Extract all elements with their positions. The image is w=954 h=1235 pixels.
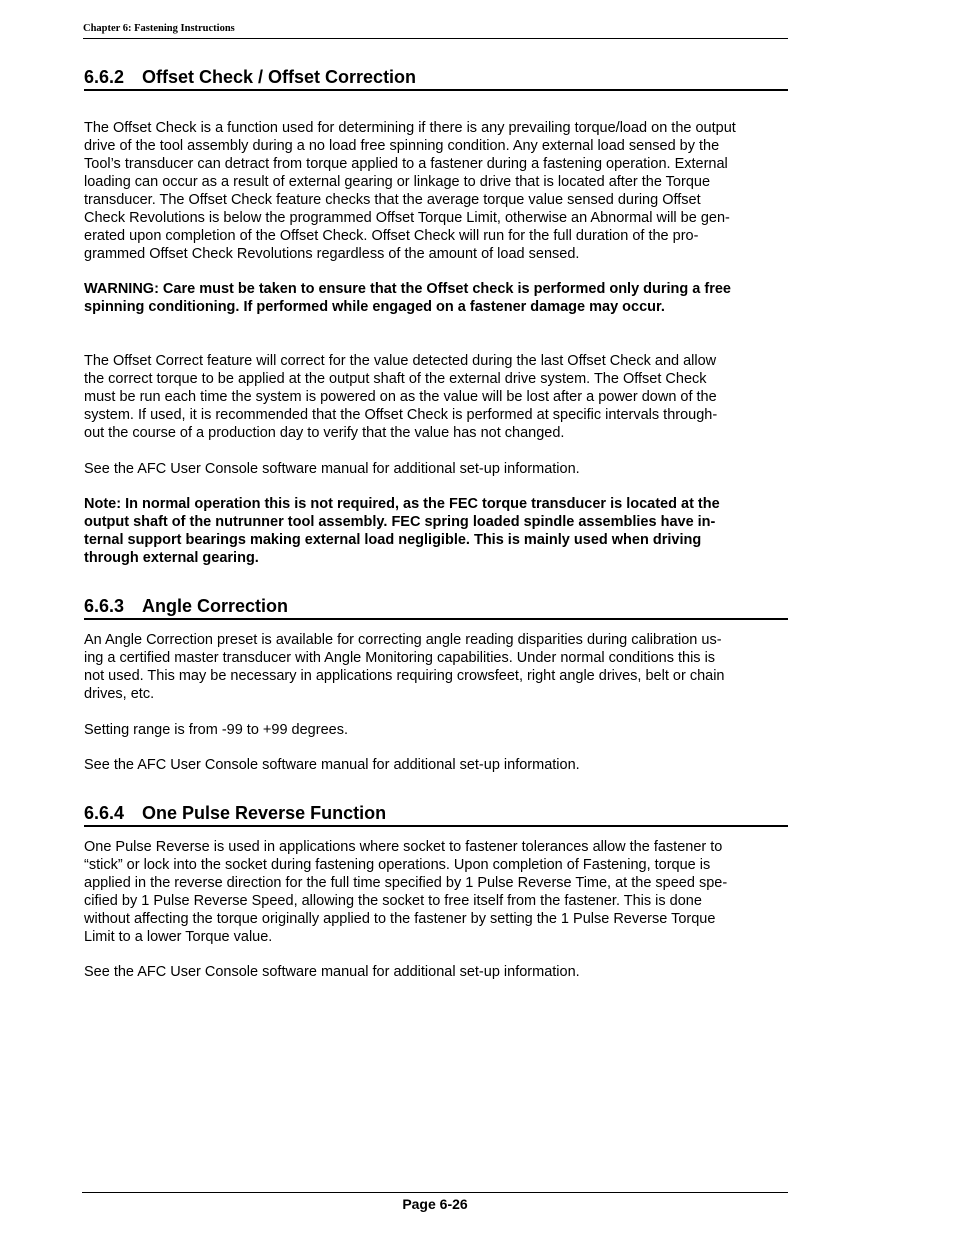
section-title: Offset Check / Offset Correction [142,67,417,87]
text-line: drive of the tool assembly during a no load free spinning condition. Any external load sensed by the [84,138,720,154]
text-line: Note: In normal operation this is not required, as the FEC torque transducer is located at the [84,496,720,512]
text-line: Setting range is from -99 to +99 degrees. [84,722,348,738]
section-title: Angle Correction [142,596,289,616]
text-line: erated upon completion of the Offset Check. Offset Check will run for the full duration of the pro- [84,228,699,244]
text-line: out the course of a production day to verify that the value has not changed. [84,425,565,441]
text-line: applied in the reverse direction for the full time specified by 1 Pulse Reverse Time, at the speed spe- [84,875,728,891]
text-line: The Offset Correct feature will correct for the value detected during the last Offset Check and allow [84,353,717,369]
text-line: Check Revolutions is below the programmed Offset Torque Limit, otherwise an Abnormal will be gen- [84,210,730,226]
see-also-reference [84,756,788,774]
section-number: 6.6.2 [84,67,125,87]
text-line: without affecting the torque originally applied to the fastener by setting the 1 Pulse Reverse Torque [84,911,716,927]
text-line: An Angle Correction preset is available for correcting angle reading disparities during calibration us- [84,632,722,648]
text-line: spinning conditioning. If performed while engaged on a fastener damage may occur. [84,299,665,315]
text-line: “stick” or lock into the socket during fastening operations. Upon completion of Fastening, torque is [84,857,711,873]
see-also-reference [84,460,788,478]
text-line: system. If used, it is recommended that the Offset Check is performed at specific intervals through- [84,407,718,423]
text-line: output shaft of the nutrunner tool assembly. FEC spring loaded spindle assemblies have in- [84,514,716,530]
text-line: must be run each time the system is powered on as the value will be lost after a power down of the [84,389,717,405]
page-number: Page 6-26 [402,1196,468,1212]
text-line: ing a certified master transducer with Angle Monitoring capabilities. Under normal conditions this is [84,650,716,666]
page-header [83,21,788,39]
page-footer [82,1192,788,1212]
text-line: The Offset Check is a function used for determining if there is any prevailing torque/load on the output [84,120,736,136]
offset-correct-description [84,352,788,442]
text-line: grammed Offset Check Revolutions regardless of the amount of load sensed. [84,246,580,262]
section-number: 6.6.3 [84,596,125,616]
one-pulse-reverse-description [84,838,788,946]
section-heading-6-6-4 [84,802,788,827]
text-line: See the AFC User Console software manual for additional set-up information. [84,757,580,773]
text-line: Tool’s transducer can detract from torque applied to a fastener during a fastening operation. External [84,156,728,172]
text-line: WARNING: Care must be taken to ensure that the Offset check is performed only during a free [84,281,731,297]
see-also-reference [84,963,788,981]
text-line: See the AFC User Console software manual for additional set-up information. [84,461,580,477]
note-text [84,495,788,567]
text-line: drives, etc. [84,686,155,702]
section-heading-6-6-2 [84,66,788,91]
section-number: 6.6.4 [84,803,125,823]
section-title: One Pulse Reverse Function [142,803,387,823]
text-line: One Pulse Reverse is used in applications where socket to fastener tolerances allow the fastener to [84,839,723,855]
section-heading-6-6-3 [84,595,788,620]
text-line: loading can occur as a result of external gearing or linkage to drive that is located after the Torque [84,174,711,190]
warning-text [84,280,788,316]
text-line: ternal support bearings making external load negligible. This is mainly used when driving [84,532,702,548]
text-line: transducer. The Offset Check feature checks that the average torque value sensed during Offset [84,192,701,208]
text-line: not used. This may be necessary in applications requiring crowsfeet, right angle drives, belt or chain [84,668,725,684]
text-line: through external gearing. [84,550,259,566]
angle-correction-description [84,631,788,703]
text-line: cified by 1 Pulse Reverse Speed, allowing the socket to free itself from the fastener. This is done [84,893,702,909]
text-line: the correct torque to be applied at the output shaft of the external drive system. The Offset Check [84,371,707,387]
setting-range-text [84,721,788,739]
text-line: Limit to a lower Torque value. [84,929,273,945]
text-line: See the AFC User Console software manual for additional set-up information. [84,964,580,980]
chapter-title: Chapter 6: Fastening Instructions [83,23,235,34]
offset-check-description [84,119,788,263]
